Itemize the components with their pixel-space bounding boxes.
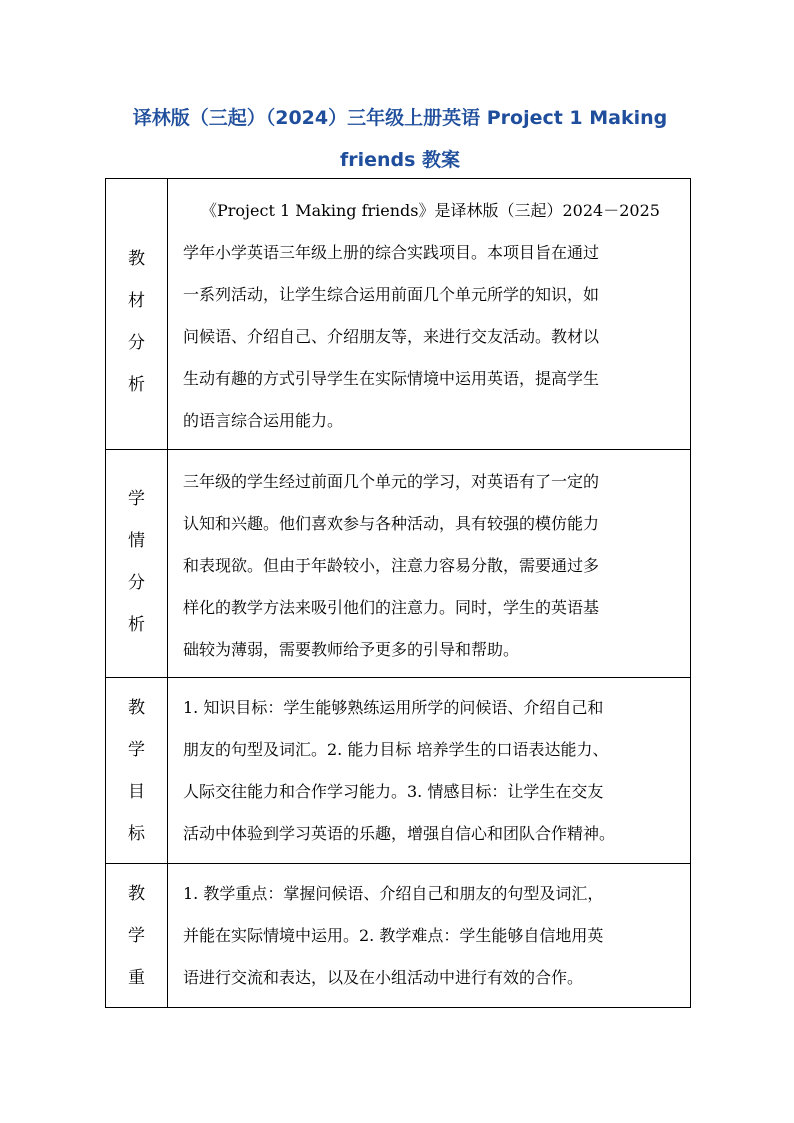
text-line: 语进行交流和表达，以及在小组活动中进行有效的合作。	[183, 968, 584, 987]
text-line: 认知和兴趣。他们喜欢参与各种活动，具有较强的模仿能力	[183, 514, 600, 533]
text-line: 一系列活动，让学生综合运用前面几个单元所学的知识，如	[183, 285, 600, 304]
row-label-char: 情	[128, 531, 145, 551]
key-points-text	[168, 864, 690, 999]
table-row-textbook-analysis	[106, 179, 691, 450]
row-label-char: 目	[128, 782, 145, 802]
row-label-char: 材	[128, 291, 145, 311]
row-label-cell	[106, 450, 168, 678]
text-line: 础较为薄弱，需要教师给予更多的引导和帮助。	[183, 640, 520, 659]
row-label-char: 标	[128, 824, 145, 844]
row-label-char: 学	[128, 740, 145, 760]
text-line: 样化的教学方法来吸引他们的注意力。同时，学生的英语基	[183, 598, 600, 617]
document-title-line-1: 译林版（三起）（2024）三年级上册英语 Project 1 Making	[132, 107, 668, 129]
row-label-char: 析	[128, 615, 145, 635]
row-content-cell	[168, 678, 691, 864]
table-row-teaching-objectives	[106, 678, 691, 864]
text-line: 并能在实际情境中运用。2. 教学难点：学生能够自信地用英	[183, 926, 604, 945]
text-line: 生动有趣的方式引导学生在实际情境中运用英语，提高学生	[183, 369, 600, 388]
student-analysis-text	[168, 450, 690, 671]
table-row-key-points	[106, 864, 691, 1008]
lesson-plan-table	[105, 178, 691, 1008]
text-line: 1. 教学重点：掌握问候语、介绍自己和朋友的句型及词汇，	[183, 884, 604, 903]
text-line: 的语言综合运用能力。	[183, 411, 344, 430]
row-label-char: 学	[128, 926, 145, 946]
row-label-cell	[106, 179, 168, 450]
row-label-char: 学	[128, 489, 145, 509]
text-line: 问候语、介绍自己、介绍朋友等，来进行交友活动。教材以	[183, 327, 600, 346]
row-label-cell	[106, 864, 168, 1008]
text-line: 三年级的学生经过前面几个单元的学习，对英语有了一定的	[183, 472, 600, 491]
document-title-line-2: friends 教案	[339, 149, 461, 171]
row-label-char: 分	[128, 573, 145, 593]
textbook-analysis-text	[168, 179, 690, 442]
text-line: 和表现欲。但由于年龄较小，注意力容易分散，需要通过多	[183, 556, 600, 575]
row-label-char: 教	[128, 249, 145, 269]
row-label-char: 教	[128, 698, 145, 718]
text-line: 《Project 1 Making friends》是译林版（三起）2024－2025	[201, 201, 660, 220]
text-line: 学年小学英语三年级上册的综合实践项目。本项目旨在通过	[183, 243, 600, 262]
row-label-char: 分	[128, 333, 145, 353]
row-label-cell	[106, 678, 168, 864]
row-label-char: 教	[128, 884, 145, 904]
text-line: 1. 知识目标：学生能够熟练运用所学的问候语、介绍自己和	[183, 698, 604, 717]
row-content-cell	[168, 450, 691, 678]
text-line: 活动中体验到学习英语的乐趣，增强自信心和团队合作精神。	[183, 824, 616, 843]
table-row-student-analysis	[106, 450, 691, 678]
row-label-char: 析	[128, 375, 145, 395]
row-content-cell	[168, 864, 691, 1008]
row-label-char: 重	[128, 968, 145, 988]
teaching-objectives-text	[168, 678, 690, 855]
row-content-cell	[168, 179, 691, 450]
text-line: 朋友的句型及词汇。2. 能力目标 培养学生的口语表达能力、	[183, 740, 609, 759]
text-line: 人际交往能力和合作学习能力。3. 情感目标：让学生在交友	[183, 782, 604, 801]
